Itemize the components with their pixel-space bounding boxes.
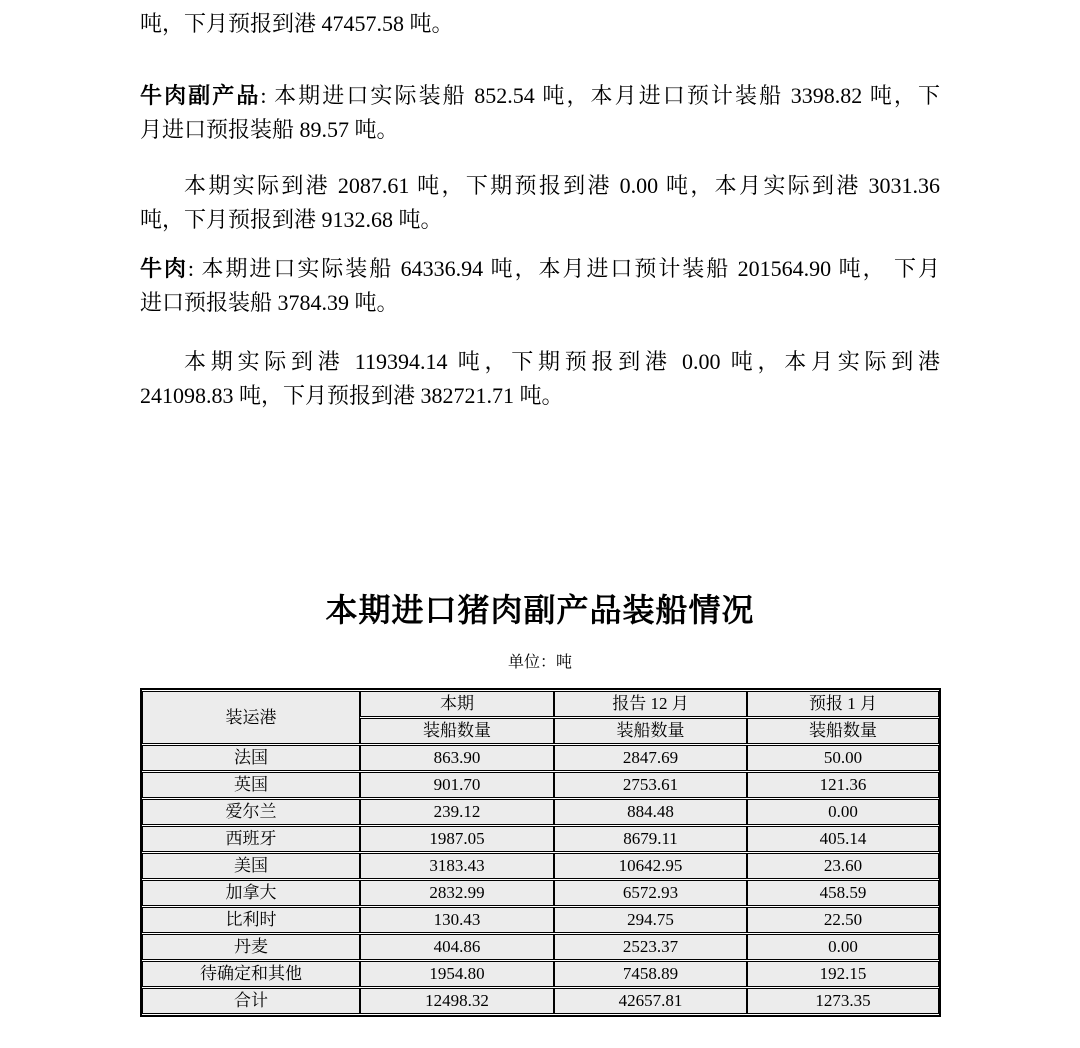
value-cell: 6572.93 (554, 880, 747, 906)
table-row-total (142, 988, 939, 1014)
port-cell: 英国 (142, 772, 360, 798)
text-line: 吨，下月预报到港 9132.68 吨。 (140, 207, 443, 232)
text-line: 本期实际到港 119394.14 吨，下期预报到港 0.00 吨，本月实际到港 (184, 349, 940, 374)
value-cell: 1987.05 (360, 826, 554, 852)
table-row (142, 907, 939, 933)
value-cell: 23.60 (747, 853, 939, 879)
subheader-cell: 装船数量 (747, 718, 939, 744)
value-cell: 130.43 (360, 907, 554, 933)
port-cell: 比利时 (142, 907, 360, 933)
table-row (142, 934, 939, 960)
value-cell: 405.14 (747, 826, 939, 852)
text-line: 本期实际到港 2087.61 吨，下期预报到港 0.00 吨，本月实际到港 3031.36 (184, 173, 940, 198)
table-row (142, 880, 939, 906)
subheader-cell: 装船数量 (554, 718, 747, 744)
port-cell: 美国 (142, 853, 360, 879)
table-row (142, 745, 939, 771)
value-cell: 0.00 (747, 799, 939, 825)
value-cell: 3183.43 (360, 853, 554, 879)
port-cell: 合计 (142, 988, 360, 1014)
value-cell: 2847.69 (554, 745, 747, 771)
col-group-header: 预报 1 月 (747, 691, 939, 717)
port-cell: 西班牙 (142, 826, 360, 852)
value-cell: 22.50 (747, 907, 939, 933)
port-header-cell: 装运港 (142, 691, 360, 744)
table-row (142, 799, 939, 825)
text-line (140, 252, 940, 286)
section-title: 本期进口猪肉副产品装船情况 (325, 592, 755, 628)
value-cell: 2832.99 (360, 880, 554, 906)
unit-label: 单位：吨 (507, 654, 572, 671)
value-cell: 404.86 (360, 934, 554, 960)
paragraph-text: : 本期进口实际装船 64336.94 吨，本月进口预计装船 201564.90 吨， 下月 (187, 256, 940, 281)
paragraph-lead: 牛肉副产品 (140, 83, 261, 108)
value-cell: 901.70 (360, 772, 554, 798)
value-cell: 10642.95 (554, 853, 747, 879)
paragraph (140, 79, 940, 147)
shipping-table (140, 688, 941, 1017)
subheader-cell: 装船数量 (360, 718, 554, 744)
value-cell: 12498.32 (360, 988, 554, 1014)
text-line: 吨，下月预报到港 47457.58 吨。 (140, 11, 454, 36)
paragraph (140, 345, 940, 413)
port-cell: 丹麦 (142, 934, 360, 960)
col-group-header: 报告 12 月 (554, 691, 747, 717)
port-cell: 待确定和其他 (142, 961, 360, 987)
value-cell: 884.48 (554, 799, 747, 825)
text-line: 进口预报装船 3784.39 吨。 (140, 290, 399, 315)
paragraph (140, 252, 940, 320)
port-cell: 爱尔兰 (142, 799, 360, 825)
value-cell: 1273.35 (747, 988, 939, 1014)
port-cell: 法国 (142, 745, 360, 771)
table-row (142, 961, 939, 987)
value-cell: 294.75 (554, 907, 747, 933)
table-row (142, 772, 939, 798)
text-line: 月进口预报装船 89.57 吨。 (140, 117, 399, 142)
paragraph (140, 169, 940, 237)
value-cell: 1954.80 (360, 961, 554, 987)
col-group-header: 本期 (360, 691, 554, 717)
value-cell: 192.15 (747, 961, 939, 987)
text-line: 241098.83 吨，下月预报到港 382721.71 吨。 (140, 383, 564, 408)
value-cell: 50.00 (747, 745, 939, 771)
table-row (142, 853, 939, 879)
value-cell: 42657.81 (554, 988, 747, 1014)
text-line (140, 79, 940, 113)
port-cell: 加拿大 (142, 880, 360, 906)
paragraph-lead: 牛肉 (140, 256, 188, 281)
paragraph (140, 7, 940, 41)
value-cell: 121.36 (747, 772, 939, 798)
value-cell: 458.59 (747, 880, 939, 906)
value-cell: 2523.37 (554, 934, 747, 960)
value-cell: 7458.89 (554, 961, 747, 987)
paragraph-text: : 本期进口实际装船 852.54 吨，本月进口预计装船 3398.82 吨，下 (260, 83, 940, 108)
value-cell: 2753.61 (554, 772, 747, 798)
table-header-row (142, 691, 939, 717)
value-cell: 0.00 (747, 934, 939, 960)
table-row (142, 826, 939, 852)
value-cell: 863.90 (360, 745, 554, 771)
value-cell: 239.12 (360, 799, 554, 825)
value-cell: 8679.11 (554, 826, 747, 852)
